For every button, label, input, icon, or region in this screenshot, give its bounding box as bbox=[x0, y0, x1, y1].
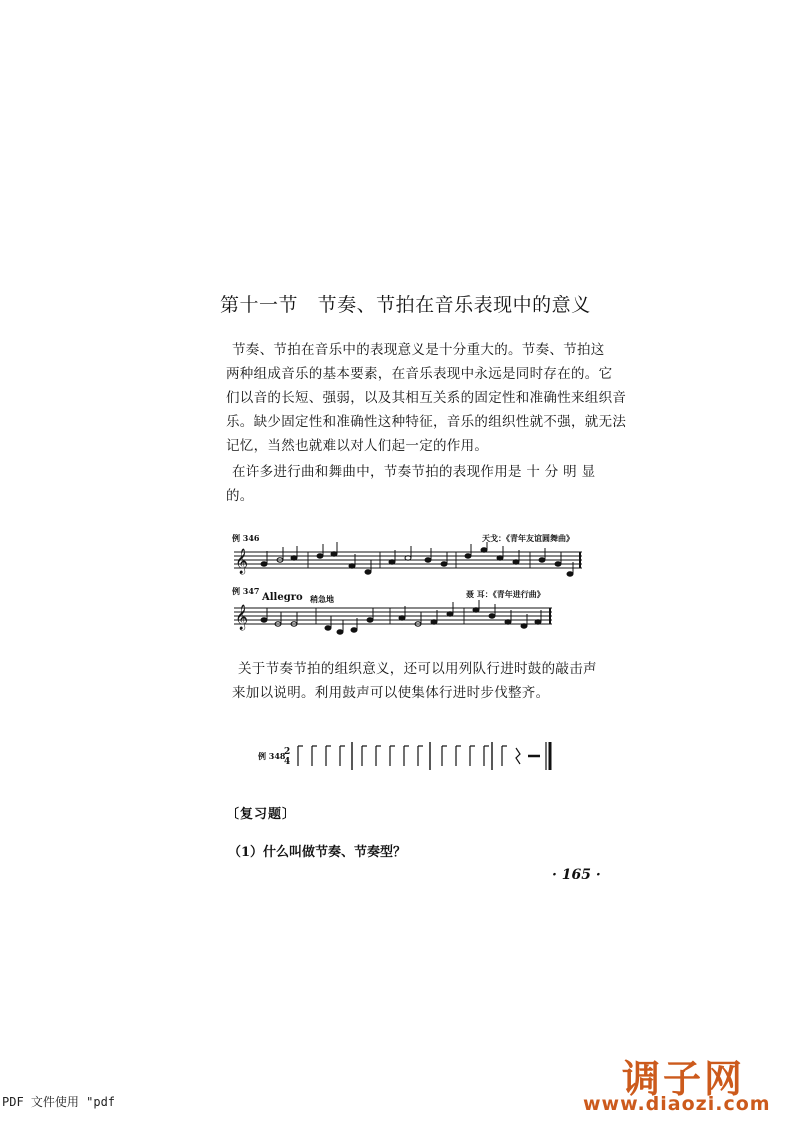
svg-text:𝄞: 𝄞 bbox=[235, 605, 249, 630]
text-line: 来加以说明。利用鼓声可以使集体行进时步伐整齐。 bbox=[232, 685, 550, 701]
review-question-1: （1）什么叫做节奏、节奏型？ bbox=[228, 845, 407, 860]
example-347-label: 例 347 bbox=[232, 586, 260, 596]
text-line: 乐。缺少固定性和准确性这种特征，音乐的组织性就不强，就无法 bbox=[226, 414, 627, 430]
example-347-tempo: Allegro bbox=[262, 592, 303, 603]
example-348-label: 例 348 bbox=[258, 751, 286, 761]
section-title: 第十一节 节奏、节拍在音乐表现中的意义 bbox=[220, 294, 591, 316]
text-line: 的。 bbox=[226, 488, 254, 504]
text-line: 两种组成音乐的基本要素，在音乐表现中永远是同时存在的。它 bbox=[226, 366, 613, 382]
example-346-label: 例 346 bbox=[232, 533, 260, 543]
paragraph-rhythm-meaning bbox=[226, 338, 627, 458]
text-line: 在许多进行曲和舞曲中，节奏节拍的表现作用是 十 分 明 显 bbox=[232, 464, 596, 480]
watermark-site-name: 调子网 bbox=[622, 1057, 746, 1101]
example-347-tempo-cn: 稍急地 bbox=[310, 594, 334, 604]
text-line: 关于节奏节拍的组织意义，还可以用列队行进时鼓的敲击声 bbox=[238, 661, 597, 677]
example-346-source: 天戈：《青年友谊圆舞曲》 bbox=[482, 533, 574, 543]
music-staff-example-347 bbox=[230, 600, 560, 640]
rhythm-line-example-348 bbox=[284, 738, 556, 774]
svg-text:2: 2 bbox=[284, 747, 291, 757]
paragraph-drum-marching bbox=[232, 657, 602, 705]
review-questions-heading: 〔复习题〕 bbox=[226, 807, 297, 822]
svg-text:𝄞: 𝄞 bbox=[235, 549, 249, 574]
text-line: 节奏、节拍在音乐中的表现意义是十分重大的。节奏、节拍这 bbox=[232, 342, 605, 358]
watermark-url: www.diaozi.com bbox=[583, 1093, 771, 1115]
example-347-source: 聂 耳：《青年进行曲》 bbox=[466, 589, 545, 599]
page-number: · 165 · bbox=[552, 867, 601, 883]
paragraph-marches-dances bbox=[226, 460, 596, 508]
text-line: 记忆，当然也就难以对人们起一定的作用。 bbox=[226, 438, 489, 454]
svg-text:4: 4 bbox=[284, 757, 291, 767]
text-line: 们以音的长短、强弱，以及其相互关系的固定性和准确性来组织音 bbox=[226, 390, 627, 406]
music-staff-example-346 bbox=[230, 542, 590, 582]
pdf-footer-note: PDF 文件使用 "pdf bbox=[2, 1095, 116, 1109]
